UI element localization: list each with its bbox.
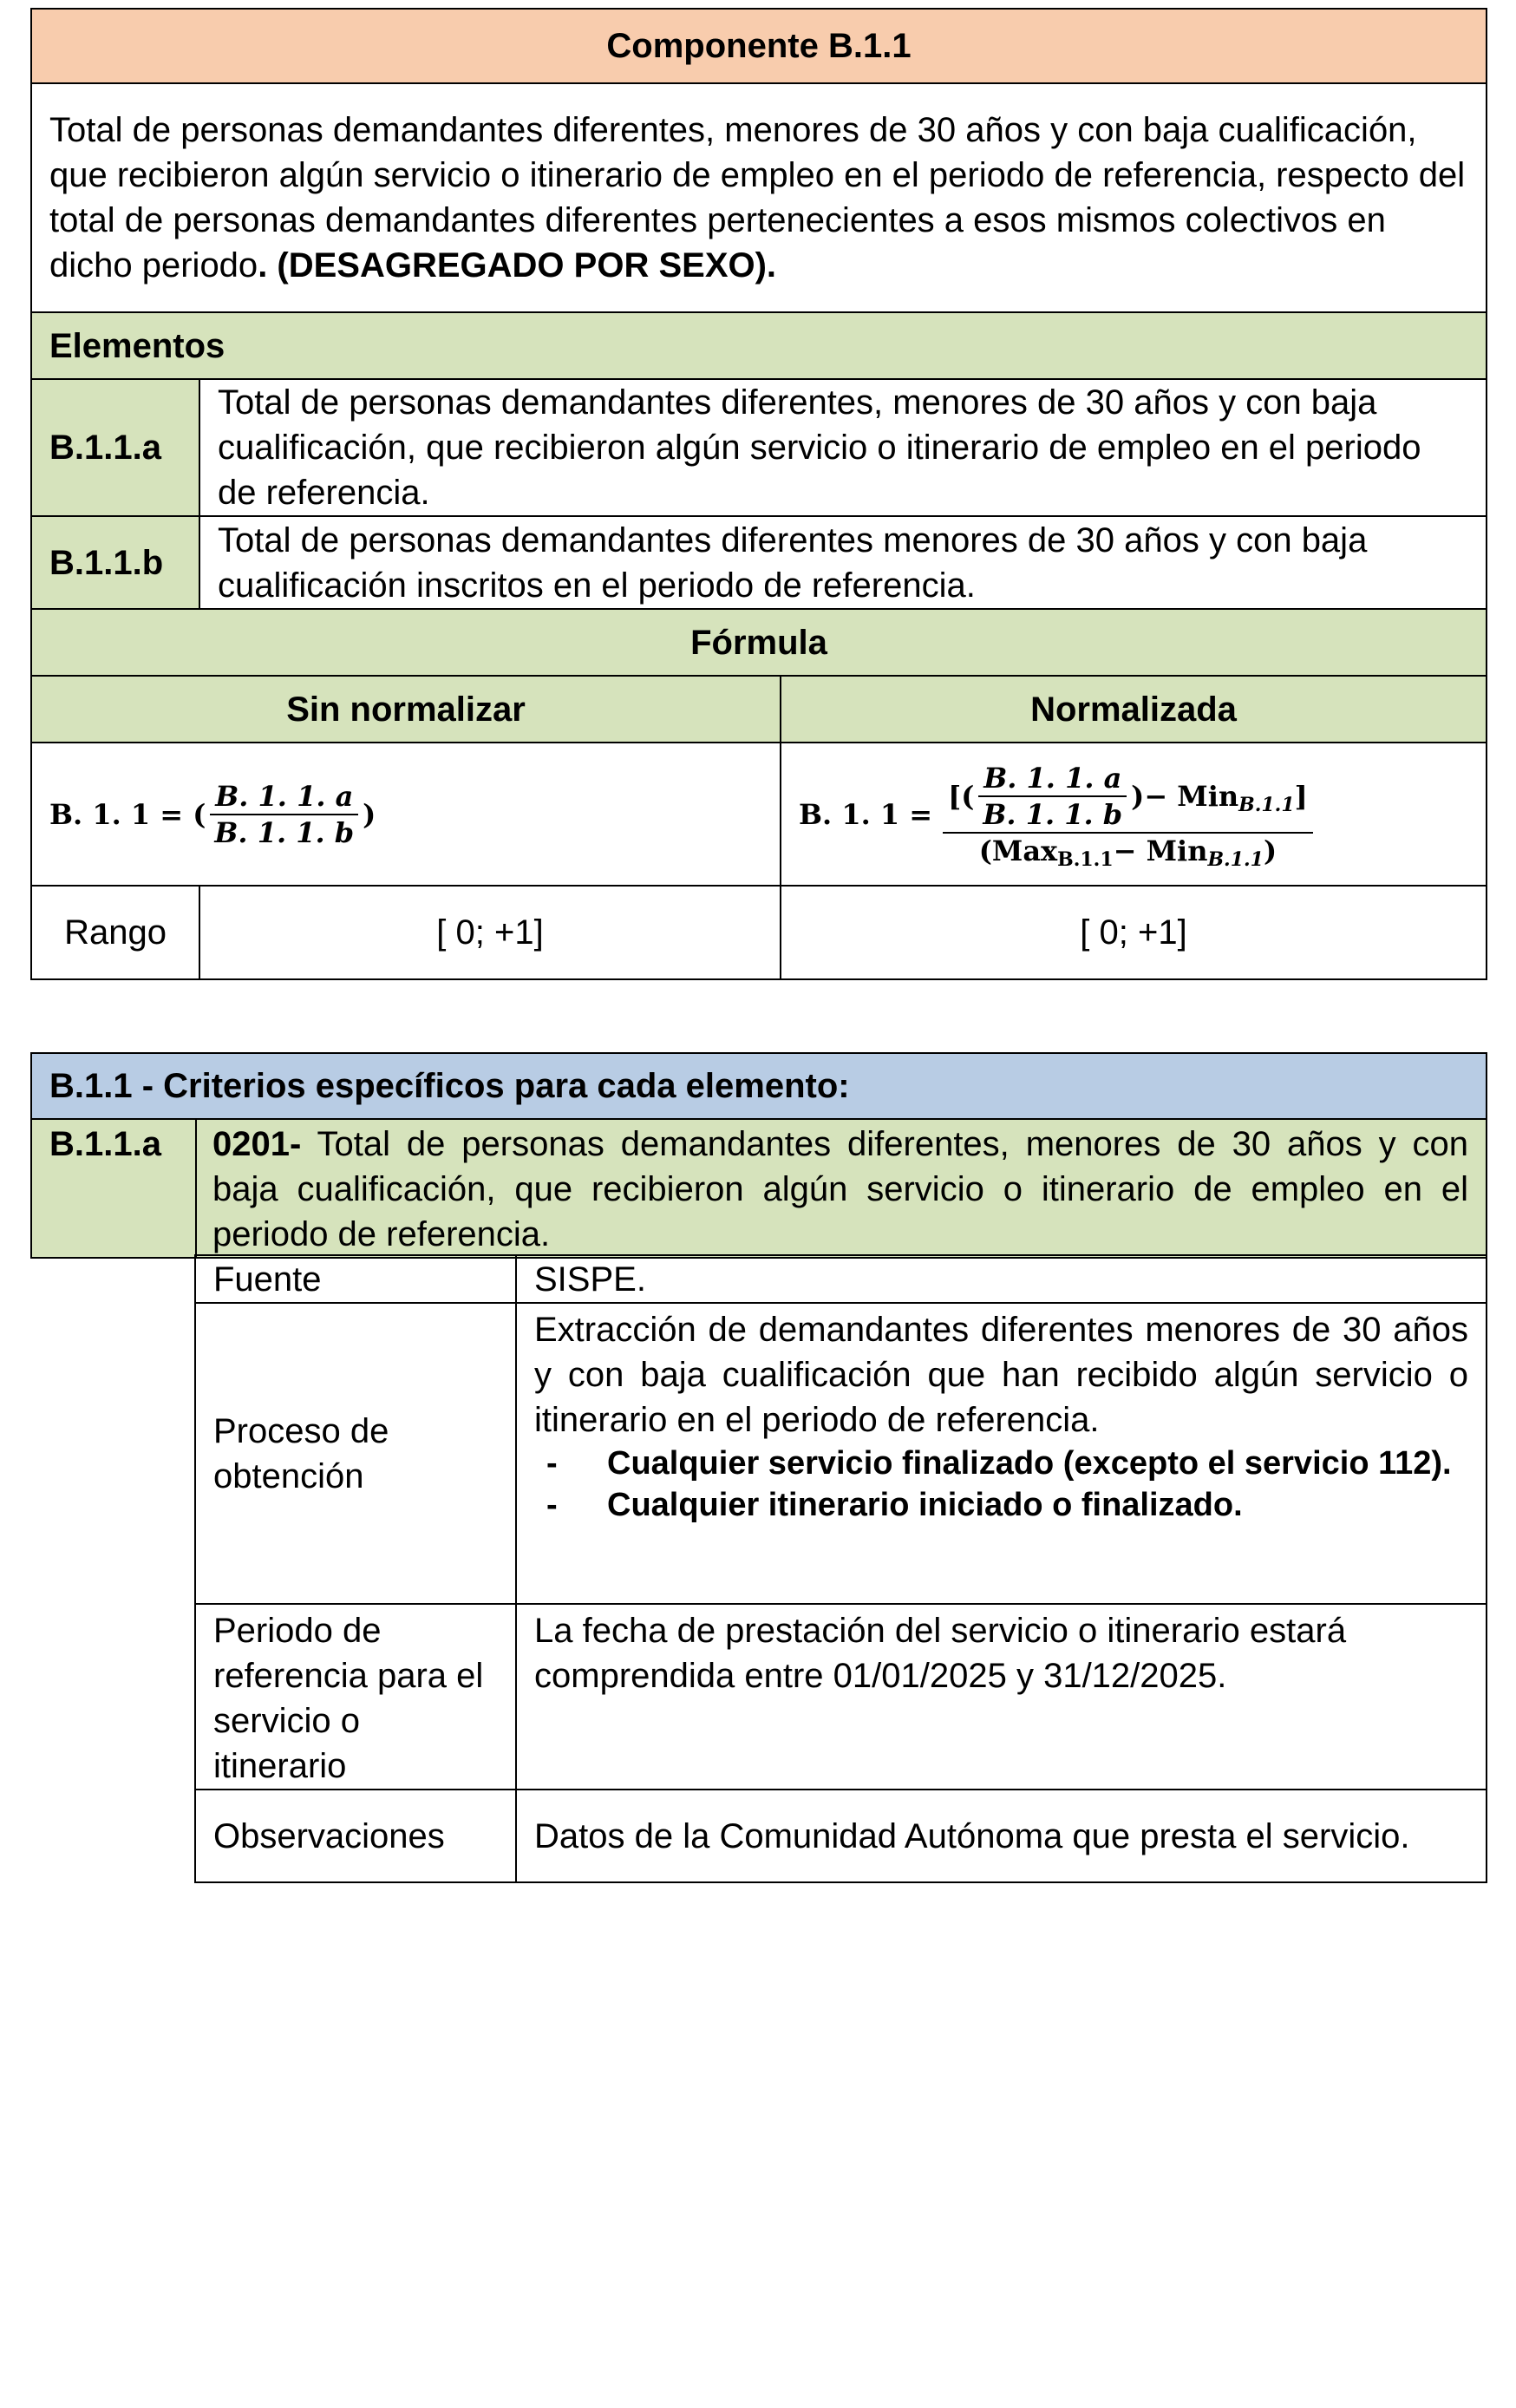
formula-sin-fraction: $\frac{B. 1. 1. a}{B. 1. 1. b}$ [209, 781, 359, 848]
criteria-element-code: B.1.1.a [31, 1119, 196, 1258]
formula-norm-fraction: [( $\frac{B. 1. 1. a}{B. 1. 1. b}$ )− Min B.1.1 ] (Max B.1.1 − Min B.1.1 ) [943, 762, 1313, 867]
rango-label: Rango [31, 886, 199, 979]
formula-sin-cell [31, 743, 781, 886]
proceso-value: Extracción de demandantes diferentes menores de 30 años y con baja cualificación que han recibido algún servicio o itinerario en el periodo de referencia. - Cualquier servicio finalizado (excepto el servicio 112). - Cualquier itinerario iniciado o finalizado. [516, 1303, 1487, 1604]
observaciones-value: Datos de la Comunidad Autónoma que presta el servicio. [516, 1790, 1487, 1882]
list-item: - Cualquier servicio finalizado (excepto el servicio 112). [546, 1445, 1452, 1482]
component-description: Total de personas demandantes diferentes, menores de 30 años y con baja cualificación, que recibieron algún servicio o itinerario de empleo en el periodo de referencia, respecto del total de personas demandantes diferentes pertenecientes a esos mismos colectivos en dicho periodo. (DESAGREGADO POR SEXO). [31, 83, 1487, 312]
col-sin-normalizar: Sin normalizar [31, 676, 781, 743]
list-item: - Cualquier itinerario iniciado o finalizado. [546, 1487, 1243, 1523]
formula-header: Fórmula [31, 609, 1487, 676]
formula-sin: B. 1. 1 = ( $\frac{B. 1. 1. a}{B. 1. 1. b}$ ) [49, 779, 376, 849]
criteria-element-text: 0201- Total de personas demandantes diferentes, menores de 30 años y con baja cualificación, que recibieron algún servicio o itinerario de empleo en el periodo de referencia. [196, 1119, 1487, 1258]
fuente-label: Fuente [195, 1255, 516, 1303]
fuente-value: SISPE. [516, 1255, 1487, 1303]
rango-sin: [ 0; +1] [199, 886, 781, 979]
component-header: Componente B.1.1 [31, 9, 1487, 83]
formula-norm: B. 1. 1 = [( $\frac{B. 1. 1. a}{B. 1. 1. b}$ )− Min B.1.1 ] (Max B.1.1 − Min B.1.1 ) [799, 762, 1468, 867]
periodo-value: La fecha de prestación del servicio o itinerario estará comprendida entre 01/01/2025 y 31/12/2025. [516, 1604, 1487, 1790]
element-text-b: Total de personas demandantes diferentes menores de 30 años y con baja cualificación inscritos en el periodo de referencia. [199, 516, 1487, 609]
element-code-b: B.1.1.b [31, 516, 199, 609]
proceso-label: Proceso de obtención [195, 1303, 516, 1604]
col-normalizada: Normalizada [781, 676, 1487, 743]
formula-norm-inner-fraction: $\frac{B. 1. 1. a}{B. 1. 1. b}$ [977, 762, 1127, 830]
elements-header: Elementos [31, 312, 1487, 379]
periodo-label: Periodo de referencia para el servicio o itinerario [195, 1604, 516, 1790]
element-text-a: Total de personas demandantes diferentes, menores de 30 años y con baja cualificación, que recibieron algún servicio o itinerario de empleo en el periodo de referencia. [199, 379, 1487, 516]
element-code-a: B.1.1.a [31, 379, 199, 516]
rango-norm: [ 0; +1] [781, 886, 1487, 979]
criteria-detail-table [194, 1254, 1486, 1883]
component-table [30, 8, 1486, 980]
observaciones-label: Observaciones [195, 1790, 516, 1882]
formula-norm-cell [781, 743, 1487, 886]
criteria-header: B.1.1 - Criterios específicos para cada elemento: [31, 1053, 1487, 1119]
proceso-bullets [534, 1443, 1468, 1526]
criteria-table [30, 1052, 1486, 1259]
